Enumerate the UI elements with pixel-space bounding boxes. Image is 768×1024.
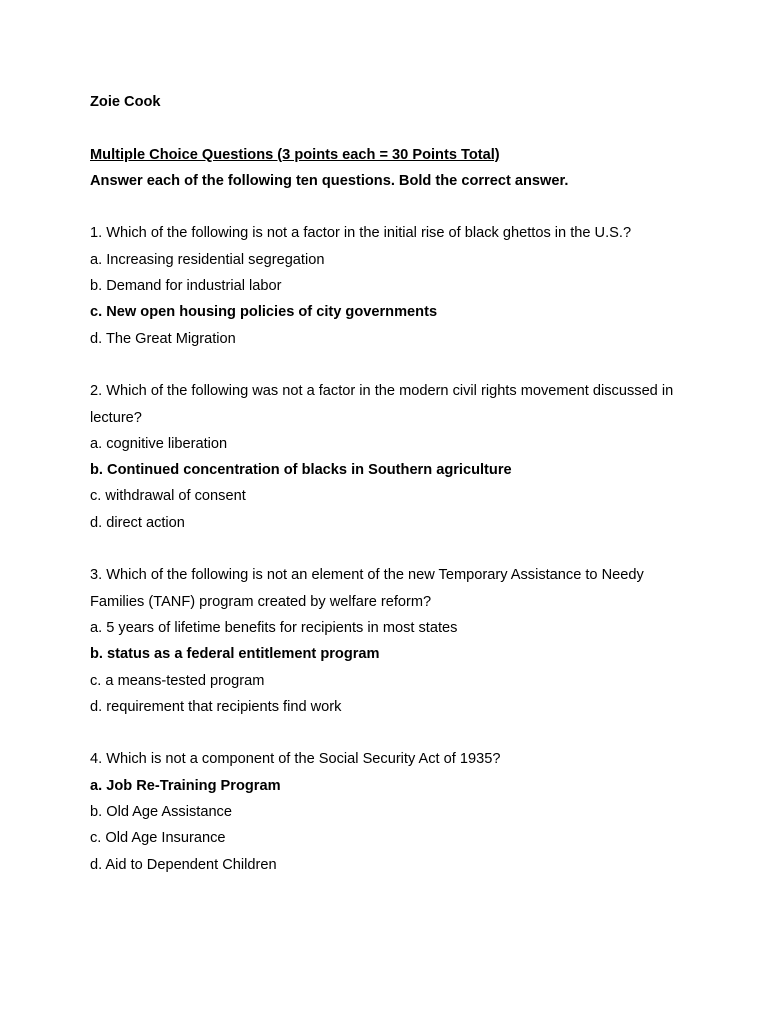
question-text: 4. Which is not a component of the Social Security Act of 1935? bbox=[90, 751, 501, 768]
question-text: 1. Which of the following is not a factor in the initial rise of black ghettos in the U.S.? bbox=[90, 225, 632, 242]
answer-option: a. 5 years of lifetime benefits for recipients in most states bbox=[90, 619, 458, 636]
answer-option: d. The Great Migration bbox=[90, 330, 236, 347]
spacer bbox=[90, 115, 690, 141]
answer-option: b. Old Age Assistance bbox=[90, 804, 232, 821]
answer-option-correct: a. Job Re-Training Program bbox=[90, 777, 281, 794]
answer-option: b. Demand for industrial labor bbox=[90, 278, 282, 295]
answer-option: c. a means-tested program bbox=[90, 672, 265, 689]
question-2 bbox=[90, 378, 690, 536]
question-text: 3. Which of the following is not an element of the new Temporary Assistance to Needy Families (TANF) program created by welfare reform? bbox=[90, 567, 644, 610]
spacer bbox=[90, 720, 690, 746]
answer-option-correct: b. status as a federal entitlement program bbox=[90, 646, 380, 663]
question-3 bbox=[90, 562, 690, 720]
answer-option: c. Old Age Insurance bbox=[90, 830, 226, 847]
document-content bbox=[90, 89, 690, 878]
author-name: Zoie Cook bbox=[90, 94, 161, 110]
question-4 bbox=[90, 746, 690, 877]
answer-option: d. Aid to Dependent Children bbox=[90, 856, 277, 873]
answer-option: a. Increasing residential segregation bbox=[90, 251, 325, 268]
question-1 bbox=[90, 220, 690, 351]
instructions: Answer each of the following ten questions. Bold the correct answer. bbox=[90, 172, 569, 189]
spacer bbox=[90, 352, 690, 378]
answer-option-correct: c. New open housing policies of city governments bbox=[90, 304, 438, 321]
spacer bbox=[90, 194, 690, 220]
answer-option: d. direct action bbox=[90, 514, 185, 531]
question-text: 2. Which of the following was not a factor in the modern civil rights movement discussed in lecture? bbox=[90, 383, 674, 426]
answer-option: c. withdrawal of consent bbox=[90, 488, 246, 505]
answer-option: a. cognitive liberation bbox=[90, 435, 228, 452]
section-title: Multiple Choice Questions (3 points each = 30 Points Total) bbox=[90, 146, 500, 163]
answer-option: d. requirement that recipients find work bbox=[90, 698, 342, 715]
answer-option-correct: b. Continued concentration of blacks in Southern agriculture bbox=[90, 462, 512, 479]
spacer bbox=[90, 536, 690, 562]
